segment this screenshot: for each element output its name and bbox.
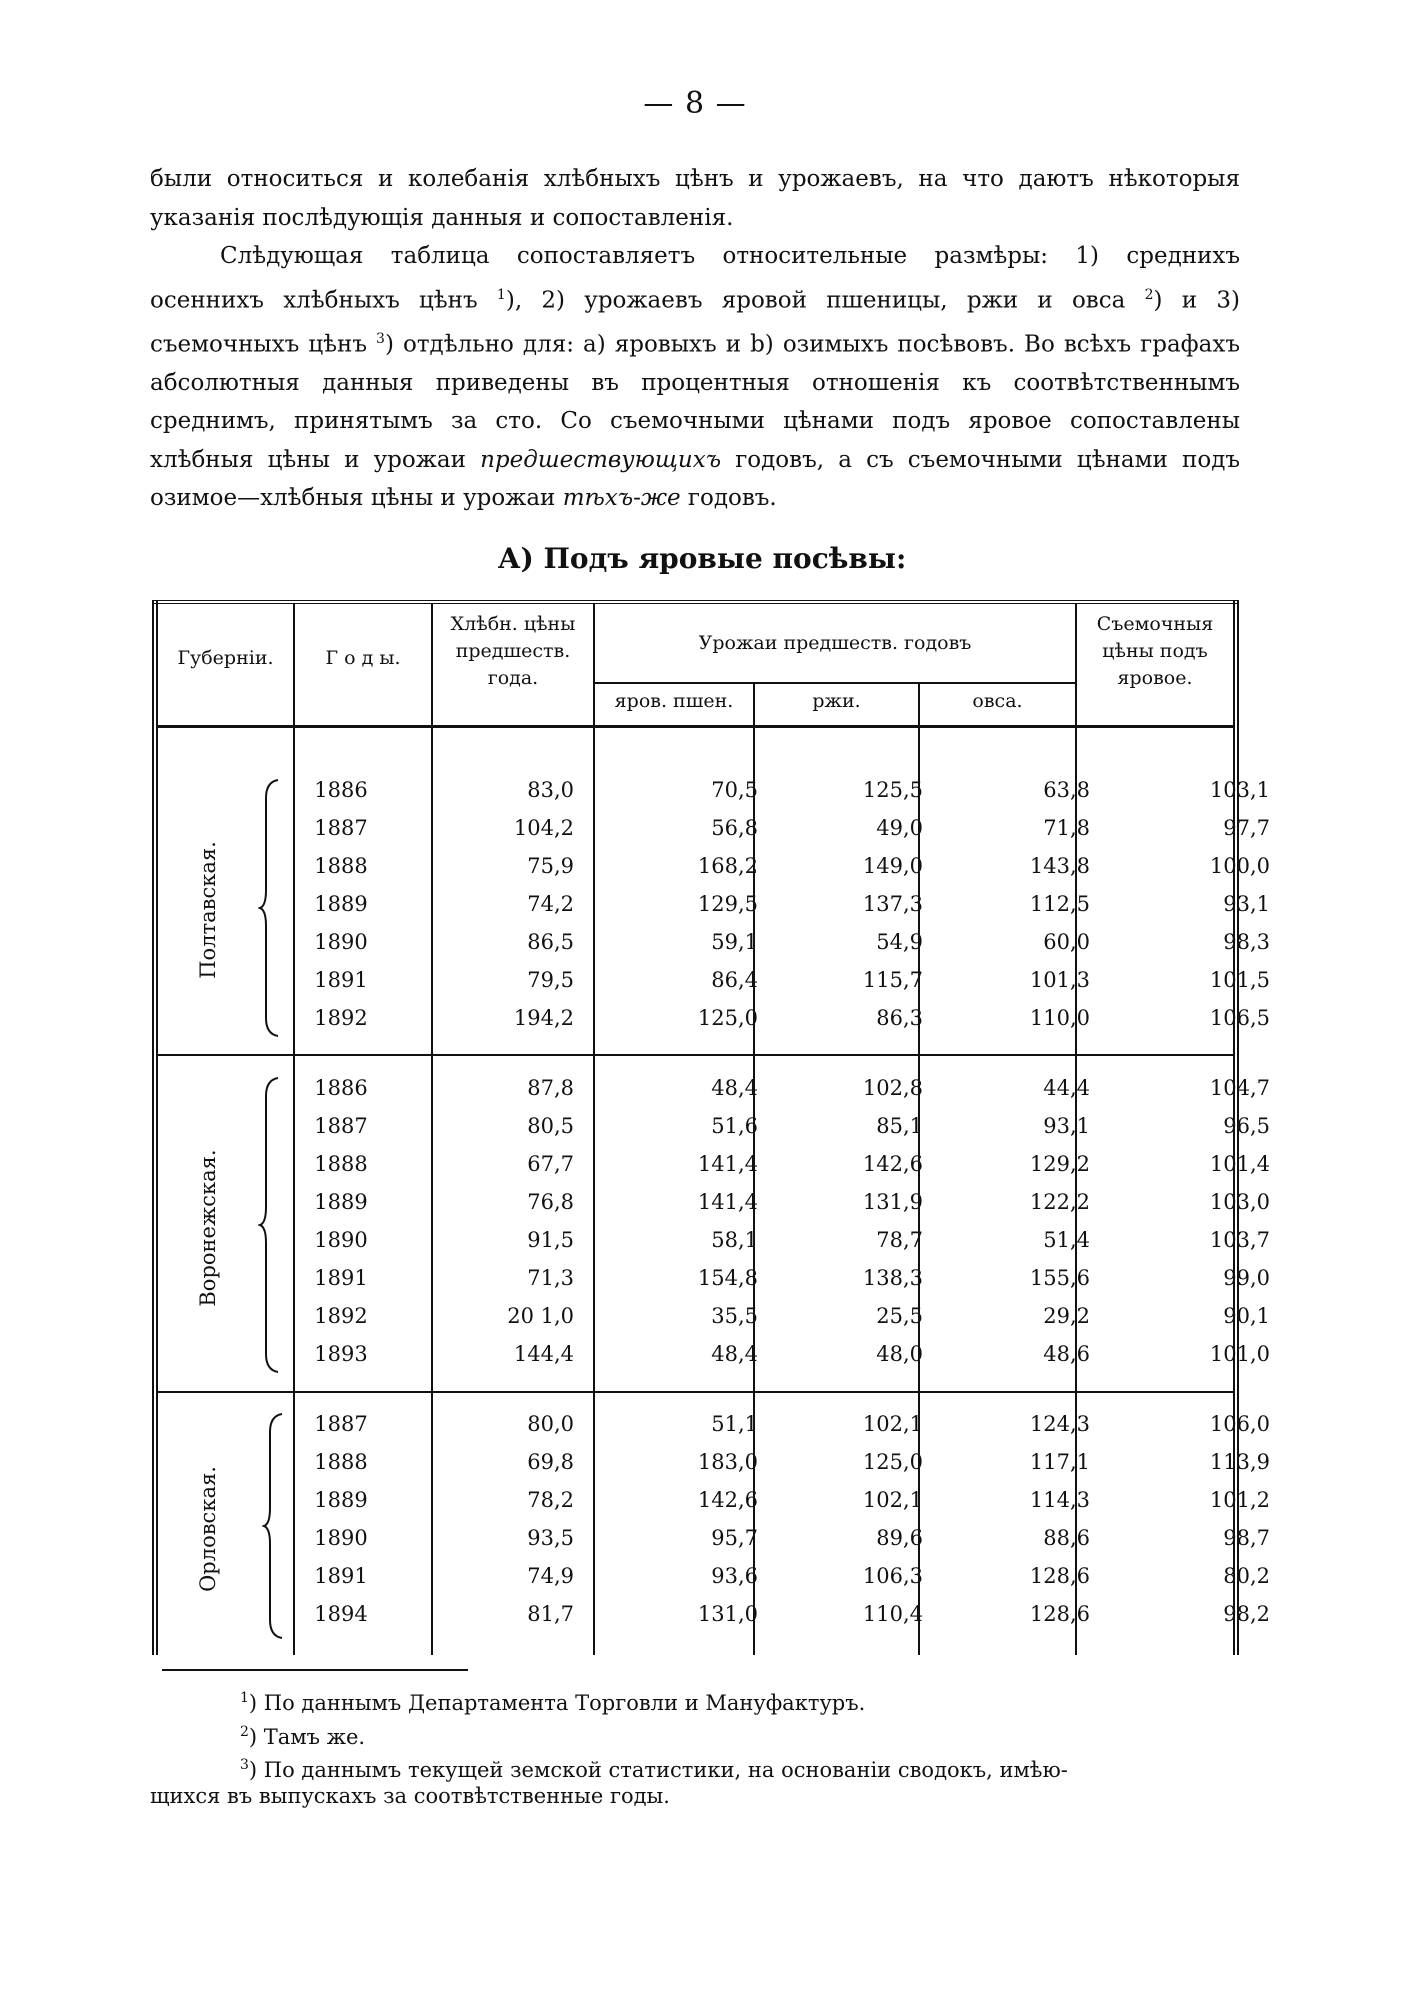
cell-oats: 101,3: [1029, 968, 1090, 992]
cell-rye: 102,1: [862, 1488, 923, 1512]
cell-oats: 63,8: [1043, 778, 1090, 802]
cell-rye: 102,8: [862, 1076, 923, 1100]
cell-oats: 51,4: [1043, 1228, 1090, 1252]
cell-wheat: 59,1: [711, 930, 758, 954]
cell-seed: 80,2: [1223, 1564, 1270, 1588]
cell-seed: 101,4: [1209, 1152, 1270, 1176]
cell-price: 20 1,0: [507, 1304, 574, 1328]
header-price-line: года.: [487, 667, 539, 689]
cell-rye: 25,5: [876, 1304, 923, 1328]
cell-oats: 112,5: [1029, 892, 1090, 916]
cell-price: 144,4: [513, 1342, 574, 1366]
cell-seed: 106,0: [1209, 1412, 1270, 1436]
cell-seed: 93,1: [1223, 892, 1270, 916]
cell-rye: 149,0: [862, 854, 923, 878]
cell-rye: 48,0: [876, 1342, 923, 1366]
cell-price: 75,9: [527, 854, 574, 878]
cell-price: 74,9: [527, 1564, 574, 1588]
table-row: [158, 1602, 1270, 1640]
table-row: [158, 1152, 1270, 1190]
table-row: [158, 816, 1270, 854]
emphasis-text: предшествующихъ: [480, 446, 722, 473]
cell-wheat: 51,6: [711, 1114, 758, 1138]
cell-seed: 90,1: [1223, 1304, 1270, 1328]
cell-year: 1891: [314, 1564, 368, 1588]
cell-price: 104,2: [513, 816, 574, 840]
cell-oats: 71,8: [1043, 816, 1090, 840]
table-row: [158, 1076, 1270, 1114]
cell-seed: 103,0: [1209, 1190, 1270, 1214]
province-name: Орловская.: [196, 1466, 220, 1592]
cell-year: 1887: [314, 1114, 368, 1138]
cell-oats: 29,2: [1043, 1304, 1090, 1328]
cell-price: 74,2: [527, 892, 574, 916]
footnote-mark: 2: [240, 1724, 249, 1740]
cell-year: 1890: [314, 1526, 368, 1550]
cell-seed: 103,1: [1209, 778, 1270, 802]
table-row: [158, 1266, 1270, 1304]
table-row: [158, 1342, 1270, 1380]
header-seed-line: яровое.: [1117, 667, 1193, 689]
cell-oats: 129,2: [1029, 1152, 1090, 1176]
cell-wheat: 154,8: [697, 1266, 758, 1290]
cell-rye: 102,1: [862, 1412, 923, 1436]
header-province: Губерніи.: [177, 647, 274, 669]
cell-wheat: 70,5: [711, 778, 758, 802]
cell-oats: 48,6: [1043, 1342, 1090, 1366]
header-harvest: Урожаи предшеств. годовъ: [698, 632, 972, 654]
cell-price: 78,2: [527, 1488, 574, 1512]
cell-seed: 104,7: [1209, 1076, 1270, 1100]
cell-year: 1893: [314, 1342, 368, 1366]
cell-seed: 113,9: [1209, 1450, 1270, 1474]
cell-price: 81,7: [527, 1602, 574, 1626]
cell-wheat: 95,7: [711, 1526, 758, 1550]
cell-rye: 110,4: [862, 1602, 923, 1626]
table-row: [158, 1006, 1270, 1044]
cell-year: 1886: [314, 778, 368, 802]
cell-seed: 98,2: [1223, 1602, 1270, 1626]
footnote-ref-1: 1: [496, 286, 506, 303]
cell-price: 76,8: [527, 1190, 574, 1214]
page-number: — 8 —: [643, 86, 747, 121]
cell-rye: 125,0: [862, 1450, 923, 1474]
footnote-mark: 1: [240, 1690, 249, 1706]
section-title: А) Подъ яровые посѣвы:: [497, 542, 907, 575]
cell-seed: 99,0: [1223, 1266, 1270, 1290]
table-row: [158, 1564, 1270, 1602]
cell-seed: 98,3: [1223, 930, 1270, 954]
table-row: [158, 968, 1270, 1006]
cell-year: 1891: [314, 968, 368, 992]
table-row: [158, 854, 1270, 892]
cell-rye: 137,3: [862, 892, 923, 916]
cell-oats: 114,3: [1029, 1488, 1090, 1512]
cell-year: 1894: [314, 1602, 368, 1626]
cell-price: 86,5: [527, 930, 574, 954]
cell-price: 71,3: [527, 1266, 574, 1290]
cell-year: 1889: [314, 1488, 368, 1512]
table-row: [158, 1304, 1270, 1342]
cell-seed: 100,0: [1209, 854, 1270, 878]
table-row: [158, 1190, 1270, 1228]
cell-price: 80,0: [527, 1412, 574, 1436]
table-row: [158, 1450, 1270, 1488]
cell-year: 1889: [314, 1190, 368, 1214]
header-price: [433, 611, 593, 692]
table-row: [158, 1526, 1270, 1564]
cell-price: 67,7: [527, 1152, 574, 1176]
table-group: [158, 1412, 1270, 1642]
cell-oats: 122,2: [1029, 1190, 1090, 1214]
table-row: [158, 1228, 1270, 1266]
footnote-text: ) Тамъ же.: [248, 1725, 366, 1749]
cell-wheat: 168,2: [697, 854, 758, 878]
paragraph-table-description: [150, 237, 1240, 518]
cell-rye: 85,1: [876, 1114, 923, 1138]
cell-wheat: 48,4: [711, 1342, 758, 1366]
cell-price: 79,5: [527, 968, 574, 992]
cell-oats: 143,8: [1029, 854, 1090, 878]
cell-year: 1890: [314, 1228, 368, 1252]
cell-oats: 155,6: [1029, 1266, 1090, 1290]
header-seed: [1077, 611, 1233, 692]
footnote-mark: 3: [240, 1757, 249, 1773]
header-years: Г о д ы.: [325, 647, 401, 669]
cell-price: 91,5: [527, 1228, 574, 1252]
cell-oats: 60,0: [1043, 930, 1090, 954]
header-wheat: яров. пшен.: [614, 690, 734, 712]
paragraph-text: годовъ.: [680, 485, 777, 512]
cell-seed: 106,5: [1209, 1006, 1270, 1030]
subheader-rule: [593, 682, 1075, 684]
cell-wheat: 142,6: [697, 1488, 758, 1512]
cell-wheat: 48,4: [711, 1076, 758, 1100]
table-row: [158, 892, 1270, 930]
footnote-1: [240, 1683, 1240, 1719]
cell-rye: 125,5: [862, 778, 923, 802]
cell-price: 69,8: [527, 1450, 574, 1474]
cell-rye: 54,9: [876, 930, 923, 954]
cell-year: 1888: [314, 1450, 368, 1474]
cell-rye: 131,9: [862, 1190, 923, 1214]
cell-wheat: 141,4: [697, 1190, 758, 1214]
footnote-3-continued: щихся въ выпускахъ за соотвѣтственные годы.: [150, 1784, 670, 1808]
paragraph-text: ) отдѣльно для: a) яровыхъ и b) озимыхъ посѣвовъ. Во всѣхъ графахъ абсолютныя данныя приведены въ процентныя отношенія къ соотвѣтственнымъ среднимъ, принятымъ за сто. Со съемочными цѣнами подъ яровое сопоставлены хлѣбныя цѣны и урожаи: [150, 331, 1240, 473]
cell-year: 1892: [314, 1304, 368, 1328]
table-row: [158, 1412, 1270, 1450]
cell-year: 1888: [314, 854, 368, 878]
cell-wheat: 56,8: [711, 816, 758, 840]
cell-year: 1887: [314, 1412, 368, 1436]
cell-year: 1886: [314, 1076, 368, 1100]
footnote-2: [240, 1717, 1240, 1753]
cell-seed: 97,7: [1223, 816, 1270, 840]
cell-oats: 128,6: [1029, 1564, 1090, 1588]
province-name: Воронежская.: [196, 1149, 220, 1307]
cell-rye: 106,3: [862, 1564, 923, 1588]
cell-price: 83,0: [527, 778, 574, 802]
table-row: [158, 930, 1270, 968]
cell-price: 87,8: [527, 1076, 574, 1100]
cell-oats: 110,0: [1029, 1006, 1090, 1030]
cell-seed: 101,0: [1209, 1342, 1270, 1366]
footnote-ref-2: 2: [1144, 286, 1154, 303]
cell-rye: 138,3: [862, 1266, 923, 1290]
cell-rye: 86,3: [876, 1006, 923, 1030]
cell-wheat: 93,6: [711, 1564, 758, 1588]
table-row: [158, 778, 1270, 816]
group-separator: [158, 1391, 1233, 1393]
cell-year: 1890: [314, 930, 368, 954]
paragraph-intro: были относиться и колебанія хлѣбныхъ цѣнъ и урожаевъ, на что даютъ нѣкоторыя указанія послѣдующія данныя и сопоставленія.: [150, 166, 1240, 231]
cell-oats: 44,4: [1043, 1076, 1090, 1100]
cell-year: 1888: [314, 1152, 368, 1176]
cell-year: 1891: [314, 1266, 368, 1290]
cell-seed: 101,2: [1209, 1488, 1270, 1512]
header-rye: ржи.: [812, 690, 861, 712]
header-price-line: предшеств.: [455, 640, 571, 662]
paragraph-text: ) и 3) съемочныхъ цѣнъ: [150, 287, 1241, 358]
footnote-text: ) По даннымъ текущей земской статистики, на основаніи сводокъ, имѣю-: [248, 1758, 1068, 1782]
cell-rye: 89,6: [876, 1526, 923, 1550]
cell-oats: 128,6: [1029, 1602, 1090, 1626]
table-row: [158, 1488, 1270, 1526]
group-separator: [158, 1054, 1233, 1056]
paragraph-text: Слѣдующая таблица сопоставляетъ относительные размѣры: 1) среднихъ осеннихъ хлѣбныхъ цѣнъ: [150, 243, 1240, 314]
paragraph-text: ), 2) урожаевъ яровой пшеницы, ржи и овса: [505, 287, 1145, 314]
cell-seed: 98,7: [1223, 1526, 1270, 1550]
header-seed-line: Съемочныя: [1096, 613, 1214, 635]
footnote-ref-3: 3: [376, 330, 385, 347]
cell-wheat: 51,1: [711, 1412, 758, 1436]
cell-price: 194,2: [513, 1006, 574, 1030]
cell-year: 1889: [314, 892, 368, 916]
header-seed-line: цѣны подъ: [1102, 640, 1208, 662]
cell-seed: 96,5: [1223, 1114, 1270, 1138]
emphasis-text: тѣхъ-же: [562, 485, 681, 512]
cell-wheat: 58,1: [711, 1228, 758, 1252]
cell-wheat: 131,0: [697, 1602, 758, 1626]
cell-oats: 93,1: [1043, 1114, 1090, 1138]
cell-year: 1887: [314, 816, 368, 840]
cell-rye: 115,7: [862, 968, 923, 992]
cell-rye: 49,0: [876, 816, 923, 840]
cell-price: 93,5: [527, 1526, 574, 1550]
cell-wheat: 35,5: [711, 1304, 758, 1328]
cell-wheat: 129,5: [697, 892, 758, 916]
table-group: [158, 1076, 1270, 1376]
cell-oats: 117,1: [1029, 1450, 1090, 1474]
cell-price: 80,5: [527, 1114, 574, 1138]
cell-seed: 103,7: [1209, 1228, 1270, 1252]
cell-rye: 78,7: [876, 1228, 923, 1252]
table-group: [158, 778, 1270, 1038]
cell-oats: 124,3: [1029, 1412, 1090, 1436]
cell-wheat: 141,4: [697, 1152, 758, 1176]
table-row: [158, 1114, 1270, 1152]
paragraph-text: годовъ, а съ съемочными цѣнами подъ озимое—хлѣбныя цѣны и урожаи: [150, 446, 1240, 512]
header-price-line: Хлѣбн. цѣны: [450, 613, 576, 635]
cell-wheat: 86,4: [711, 968, 758, 992]
footnote-text: ) По даннымъ Департамента Торговли и Мануфактуръ.: [248, 1691, 866, 1715]
province-name: Полтавская.: [196, 841, 220, 979]
cell-oats: 88,6: [1043, 1526, 1090, 1550]
header-oats: овса.: [972, 690, 1023, 712]
cell-wheat: 125,0: [697, 1006, 758, 1030]
cell-year: 1892: [314, 1006, 368, 1030]
cell-rye: 142,6: [862, 1152, 923, 1176]
cell-seed: 101,5: [1209, 968, 1270, 992]
cell-wheat: 183,0: [697, 1450, 758, 1474]
header-bottom-rule: [158, 725, 1233, 728]
footnote-rule: [162, 1669, 468, 1671]
